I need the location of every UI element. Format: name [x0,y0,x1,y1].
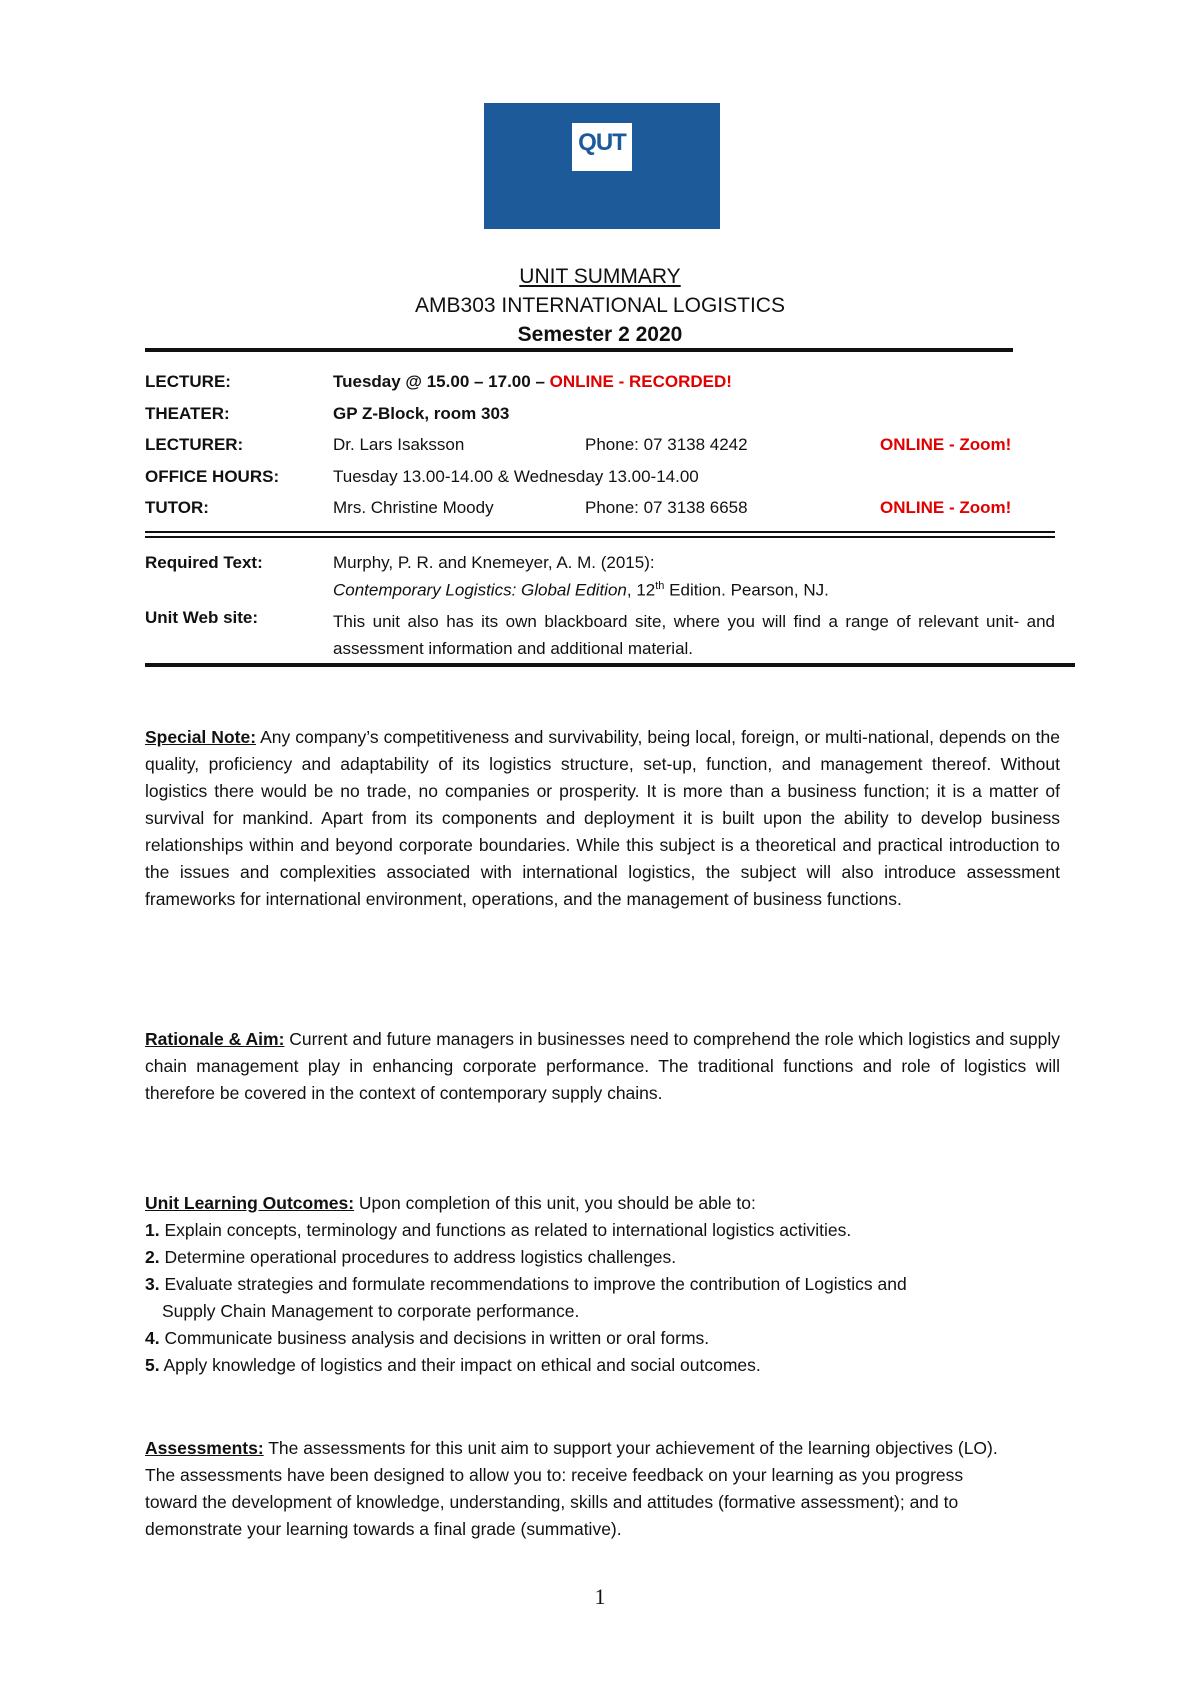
document-title: UNIT SUMMARY [519,265,681,288]
outcomes-heading: Unit Learning Outcomes: [145,1193,355,1213]
outcomes-intro [145,1190,1075,1217]
page-number: 1 [594,1584,606,1609]
lecturer-label: LECTURER: [145,435,244,454]
assessments-heading: Assessments: [145,1438,264,1458]
tutor-label: TUTOR: [145,498,209,517]
semester: Semester 2 2020 [517,323,683,346]
special-note-heading: Special Note: [145,727,257,747]
lecture-time-value: Tuesday @ 15.00 – 17.00 – [333,372,545,391]
rationale-heading: Rationale & Aim: [145,1029,285,1049]
tutor-phone: Phone: 07 3138 6658 [585,498,748,517]
required-text-authors: Murphy, P. R. and Knemeyer, A. M. (2015): [333,553,655,572]
book-edition-sup: th [655,580,665,592]
list-item: 5. Apply knowledge of logistics and their impact on ethical and social outcomes. [145,1355,761,1375]
unit-website-value: This unit also has its own blackboard site, where you will find a range of relevant unit- and assessment information and additional material. [333,612,1055,658]
book-title: Contemporary Logistics: Global Edition [333,580,627,600]
list-item: 2. Determine operational procedures to address logistics challenges. [145,1247,677,1267]
office-hours-value: Tuesday 13.00-14.00 & Wednesday 13.00-14.00 [333,467,699,486]
tutor-name: Mrs. Christine Moody [333,498,494,517]
header-divider [145,348,1013,352]
list-item: 1. Explain concepts, terminology and functions as related to international logistics activities. [145,1220,852,1240]
book-edition-post: Edition. Pearson, NJ. [664,580,829,600]
lecture-label: LECTURE: [145,372,231,391]
required-text-title [333,580,829,601]
special-note-section [145,724,1060,913]
office-hours-label: OFFICE HOURS: [145,467,280,486]
rationale-section [145,1026,1060,1107]
lecturer-status: ONLINE - Zoom! [880,435,1012,454]
details-divider-bottom [145,536,1055,538]
unit-name: AMB303 INTERNATIONAL LOGISTICS [415,294,785,317]
book-edition-pre: , 12 [626,580,656,600]
outcomes-intro-text: Upon completion of this unit, you should be able to: [354,1193,756,1213]
lecturer-phone: Phone: 07 3138 4242 [585,435,748,454]
rationale-body: Current and future managers in businesses need to comprehend the role which logistics and supply chain management play in enhancing corporate performance. The traditional functions and role of logistics will therefore be covered in the context of contemporary supply chains. [145,1029,1060,1103]
theater-value: GP Z-Block, room 303 [333,404,510,423]
unit-website-label: Unit Web site: [145,608,259,627]
required-text-label: Required Text: [145,553,263,572]
list-item: 3. Evaluate strategies and formulate recommendations to improve the contribution of Logistics and [145,1274,907,1294]
details-divider-top [145,531,1055,533]
references-divider [145,663,1075,667]
learning-outcomes-section [145,1190,1075,1379]
lecture-time [333,372,732,392]
lecture-status: ONLINE - RECORDED! [549,372,732,391]
assessments-body: The assessments for this unit aim to support your achievement of the learning objectives (LO). The assessments have been designed to allow you to: receive feedback on your learning as you progress toward the development of knowledge, understanding, skills and attitudes (formative assessment); and to demonstrate your learning towards a final grade (summative). [145,1438,998,1539]
assessments-section [145,1435,1015,1543]
tutor-status: ONLINE - Zoom! [880,498,1012,517]
qut-logo-text: QUT [578,129,626,156]
lecturer-name: Dr. Lars Isaksson [333,435,465,454]
list-item-continuation: Supply Chain Management to corporate performance. [162,1301,580,1321]
special-note-body: Any company’s competitiveness and survivability, being local, foreign, or multi-national, depends on the quality, proficiency and adaptability of its logistics structure, set-up, function, and management thereof. Without logistics there would be no trade, no companies or prosperity. It is more than a business function; it is a matter of survival for mankind. Apart from its components and deployment it is built upon the ability to develop business relationships within and beyond corporate boundaries. While this subject is a theoretical and practical introduction to the issues and complexities associated with international logistics, the subject will also introduce assessment frameworks for international environment, operations, and the management of business functions. [145,727,1060,909]
theater-label: THEATER: [145,404,230,423]
list-item: 4. Communicate business analysis and decisions in written or oral forms. [145,1328,710,1348]
qut-logo [484,103,720,229]
